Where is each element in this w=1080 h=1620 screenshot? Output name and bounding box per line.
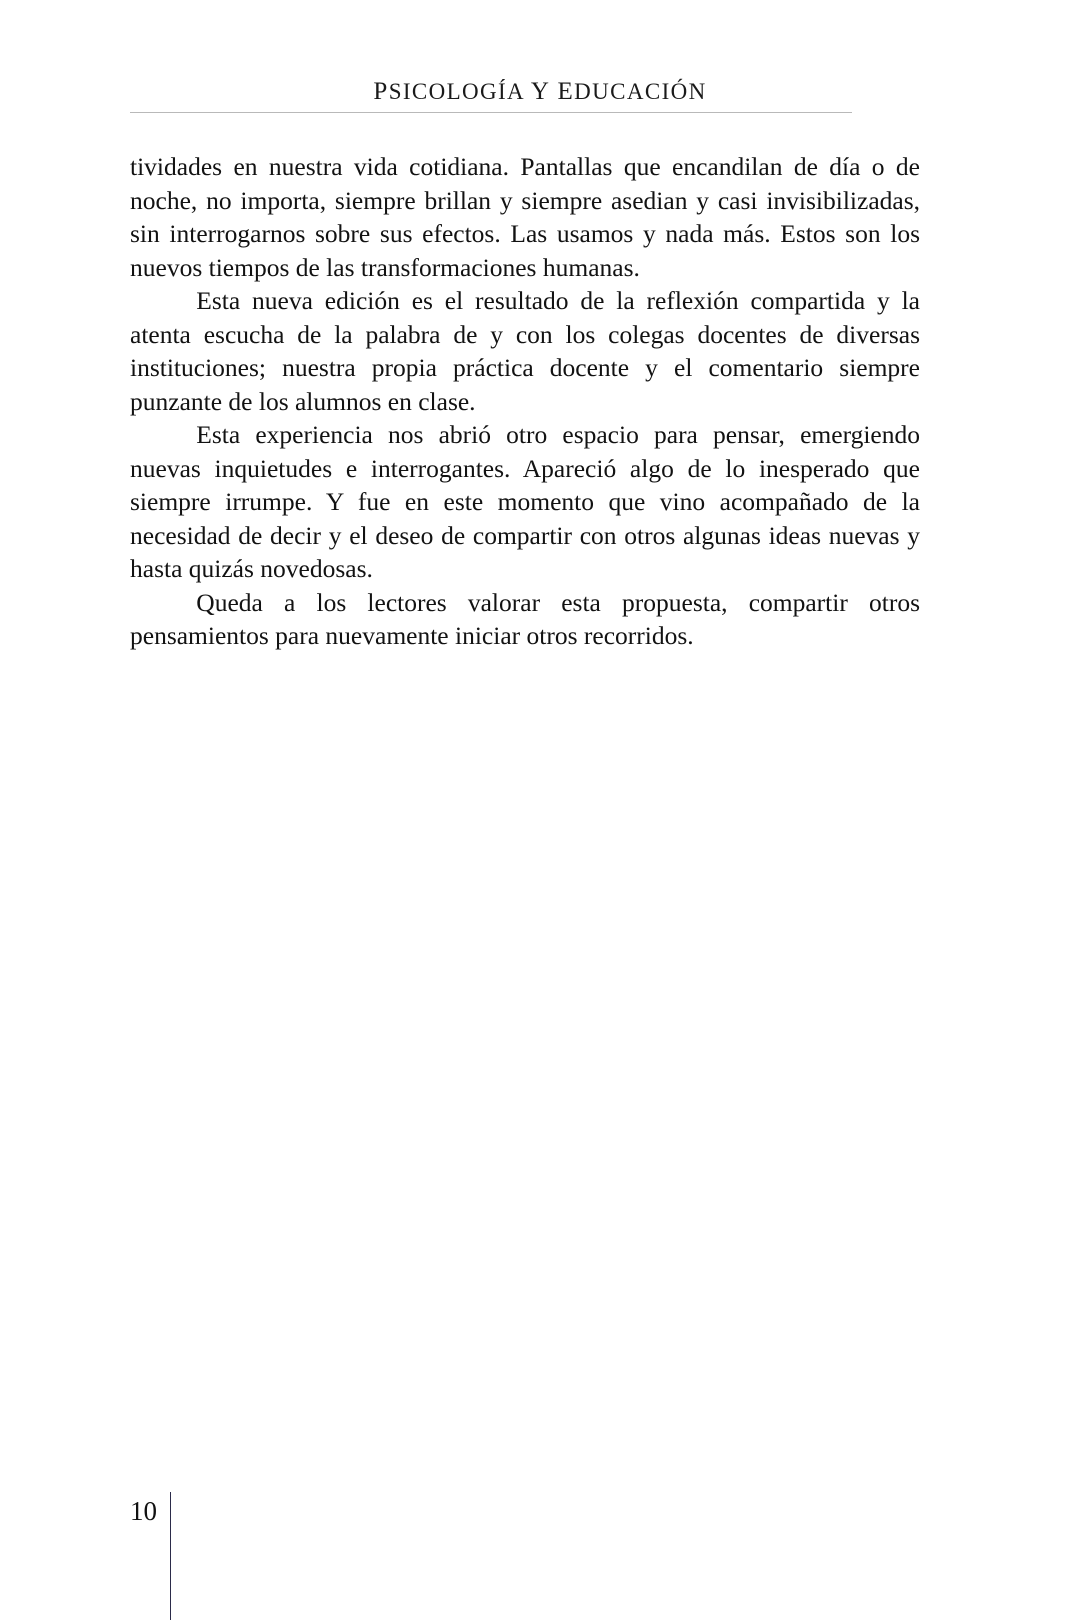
paragraph-queda: Queda a los lectores valorar esta propuesta, compartir otros pensamientos para nuevamente iniciar otros recorridos. — [130, 587, 920, 650]
running-head: PSICOLOGÍA Y EDUCACIÓN — [373, 78, 707, 105]
paragraph-nueva-edicion: Esta nueva edición es el resultado de la reflexión compartida y la atenta escucha de la palabra de y con los colegas docentes de diversas instituciones; nuestra propia práctica docente y el comentario siempre punzante de los alumnos en clase. — [130, 286, 920, 416]
paragraph-experiencia: Esta experiencia nos abrió otro espacio para pensar, emergiendo nuevas inquietudes e interrogantes. Apareció algo de lo inesperado que siempre irrumpe. Y fue en este momento que vino acompañado de la necesidad de decir y el deseo de compartir con otros algunas ideas nuevas y hasta quizás novedosas. — [130, 420, 920, 583]
paragraph-continued: tividades en nuestra vida cotidiana. Pantallas que encandilan de día o de noche, no importa, siempre brillan y siempre asedian y casi invisibilizadas, sin interrogarnos sobre sus efectos. Las usamos y nada más. Estos son los nuevos tiempos de las transformaciones humanas. — [130, 152, 920, 282]
folio-vertical-rule — [170, 1492, 171, 1620]
body-text — [130, 150, 920, 653]
page-number: 10 — [130, 1496, 157, 1526]
header-divider — [130, 112, 852, 113]
